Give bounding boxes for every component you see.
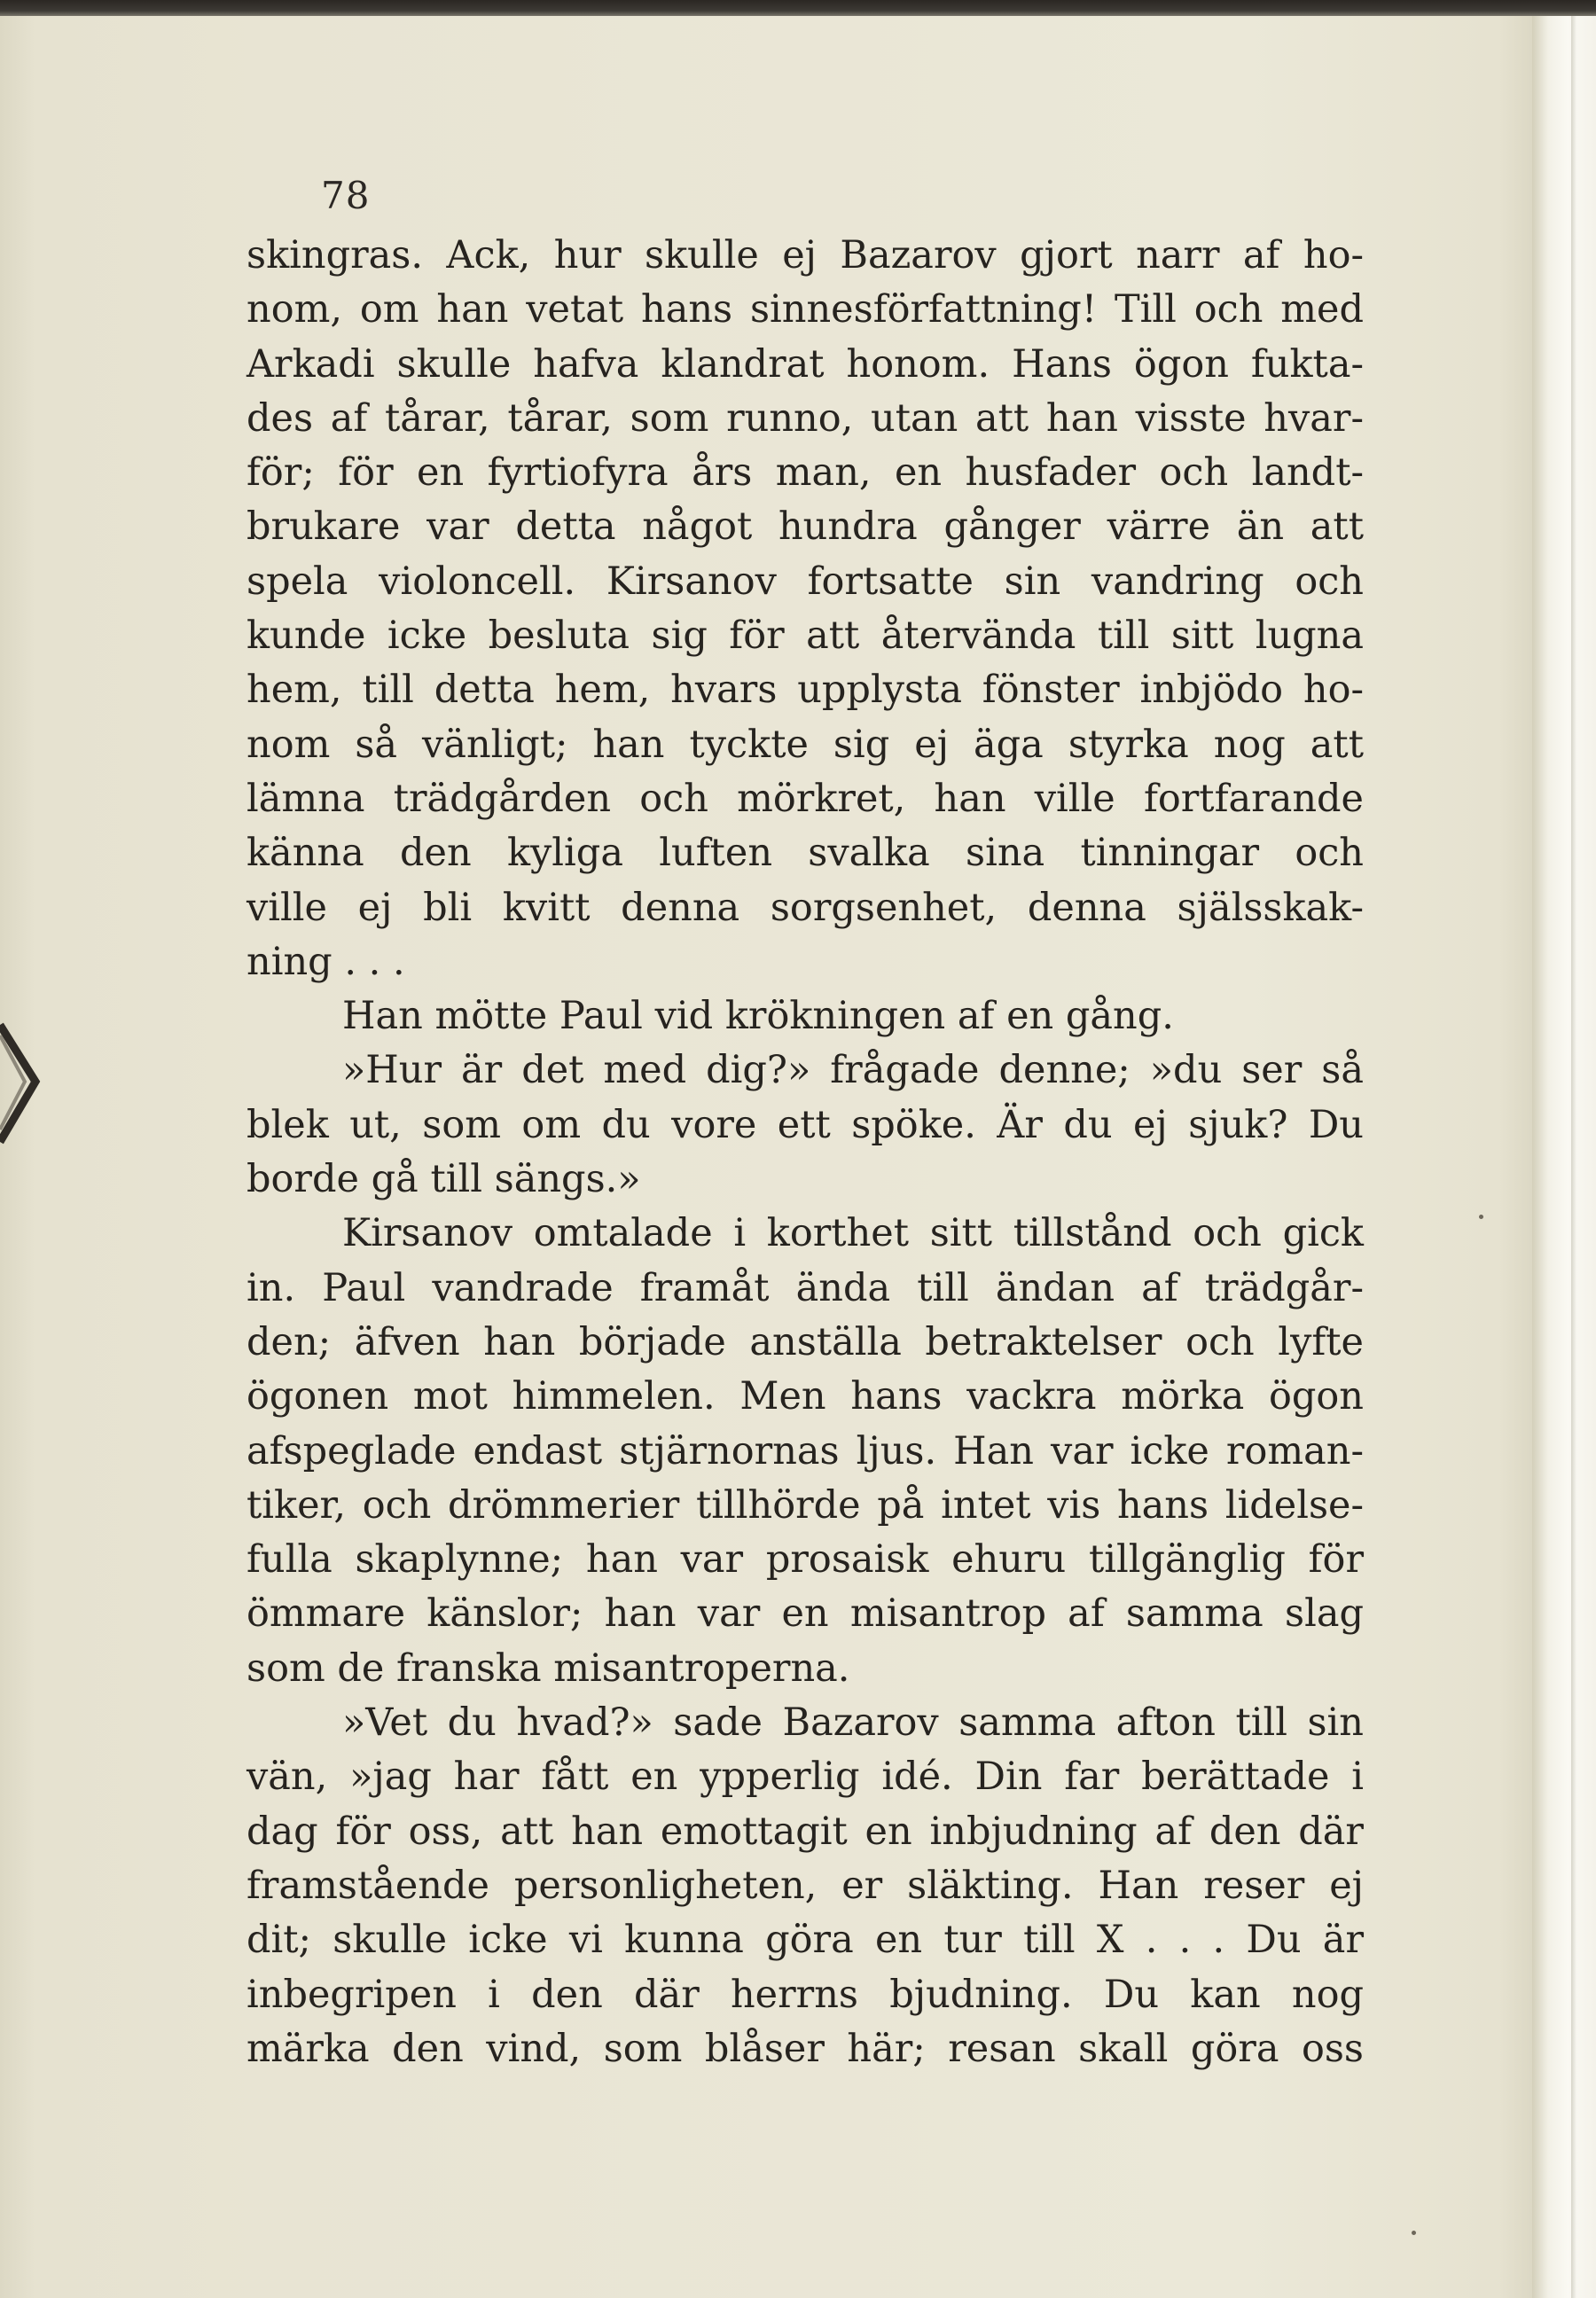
- text-line: Han mötte Paul vid krökningen af en gång.: [342, 994, 1174, 1039]
- text-line: dit; skulle icke vi kunna göra en tur till X . . . Du är: [246, 1918, 1364, 1963]
- body-text: [246, 229, 1364, 2076]
- text-line: »Vet du hvad?» sade Bazarov samma afton till sin: [342, 1700, 1364, 1746]
- text-line: skingras. Ack, hur skulle ej Bazarov gjort narr af ho-: [246, 233, 1364, 277]
- paper-speck: [1412, 2231, 1416, 2235]
- text-line: des af tårar, tårar, som runno, utan att han visste hvar-: [246, 395, 1364, 441]
- text-line: lämna trädgården och mörkret, han ville fortfarande: [246, 776, 1364, 821]
- text-line: framstående personligheten, er släkting. Han reser ej: [246, 1863, 1364, 1908]
- text-line: blek ut, som om du vore ett spöke. Är du ej sjuk? Du: [246, 1102, 1364, 1147]
- page-number: 78: [321, 174, 371, 217]
- text-line: nom så vänligt; han tyckte sig ej äga styrka nog att: [246, 722, 1364, 767]
- text-line: märka den vind, som blåser här; resan skall göra oss: [246, 2026, 1364, 2071]
- book-page: [0, 16, 1547, 2298]
- text-line: dag för oss, att han emottagit en inbjudning af den där: [246, 1809, 1364, 1854]
- text-line: ögonen mot himmelen. Men hans vackra mörka ögon: [246, 1374, 1364, 1419]
- paper-speck: [1479, 1215, 1483, 1219]
- text-line: vän, »jag har fått en ypperlig idé. Din far berättade i: [246, 1755, 1364, 1800]
- text-line: borde gå till sängs.»: [246, 1157, 641, 1202]
- text-line: den; äfven han började anställa betraktelser och lyfte: [246, 1319, 1364, 1364]
- text-line: afspeglade endast stjärnornas ljus. Han var icke roman-: [246, 1428, 1364, 1473]
- text-line: inbegripen i den där herrns bjudning. Du kan nog: [246, 1972, 1364, 2017]
- text-line: fulla skaplynne; han var prosaisk ehuru tillgänglig för: [246, 1537, 1364, 1583]
- text-line: in. Paul vandrade framåt ända till ändan af trädgår-: [246, 1265, 1364, 1310]
- text-line: känna den kyliga luften svalka sina tinningar och: [246, 831, 1364, 876]
- text-line: ning . . .: [246, 939, 405, 984]
- text-line: kunde icke besluta sig för att återvända till sitt lugna: [246, 614, 1364, 659]
- text-line: för; för en fyrtiofyra års man, en husfader och landt-: [246, 450, 1364, 496]
- text-line: spela violoncell. Kirsanov fortsatte sin vandring och: [246, 559, 1364, 604]
- text-line: »Hur är det med dig?» frågade denne; »du ser så: [342, 1048, 1364, 1093]
- binding-chevron-mark: [0, 1018, 44, 1151]
- text-line: brukare var detta något hundra gånger värre än att: [246, 504, 1364, 550]
- text-line: tiker, och drömmerier tillhörde på intet vis hans lidelse-: [246, 1482, 1364, 1528]
- text-line: Kirsanov omtalade i korthet sitt tillstånd och gick: [342, 1211, 1364, 1256]
- text-line: hem, till detta hem, hvars upplysta fönster inbjödo ho-: [246, 668, 1364, 713]
- text-line: ömmare känslor; han var en misantrop af samma slag: [246, 1591, 1364, 1637]
- text-line: Arkadi skulle hafva klandrat honom. Hans ögon fukta-: [246, 341, 1364, 387]
- text-line: nom, om han vetat hans sinnesförfattning! Till och med: [246, 287, 1364, 332]
- text-line: som de franska misantroperna.: [246, 1645, 850, 1691]
- page-edge-stack: [1532, 16, 1596, 2298]
- text-line: ville ej bli kvitt denna sorgsenhet, denna själsskak-: [246, 885, 1364, 930]
